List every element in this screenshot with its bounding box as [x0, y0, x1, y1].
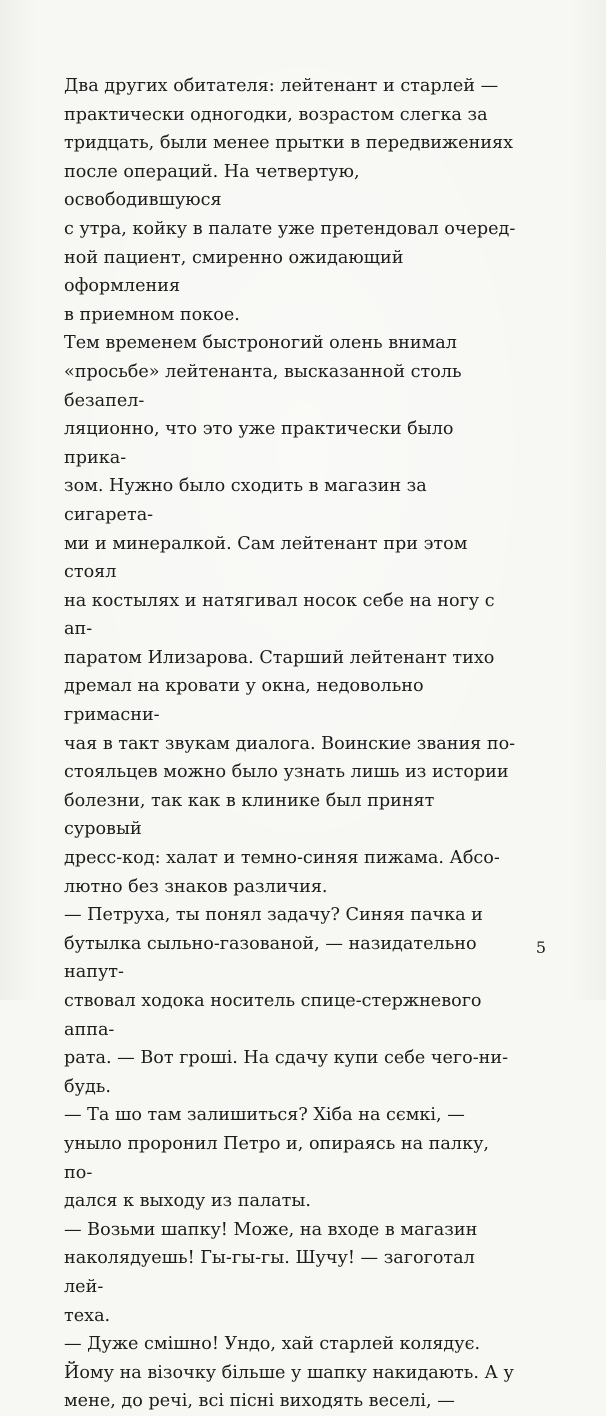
- page-number: 5: [535, 938, 546, 957]
- paragraph-4: — Та шо там залишиться? Хіба на сємкі, — уныло проронил Петро и, опираясь на палку, по- дался к выходу из палаты.: [64, 1105, 490, 1212]
- body-text: [64, 72, 516, 1416]
- paragraph-6: — Дуже смішно! Ундо, хай старлей колядує. Йому на візочку більше у шапку накидають. А у мене, до речі, всі пісні виходять веселі, —: [64, 1334, 514, 1412]
- paragraph-2: Тем временем быстроногий олень внимал «просьбе» лейтенанта, высказанной столь безапел- ляционно, что это уже практически было прика- зом. Нужно было сходить в магазин за сигарета- ми и минералкой. Сам лейтенант при этом стоял на костылях и натягивал носок себе на ногу с ап- паратом Илизарова. Старший лейтенант тихо дремал на кровати у окна, недовольно гримасни- чая в такт звукам диалога. Воинские звания по- стояльцев можно было узнать лишь из истории болезни, так как в клинике был принят суровый дресс-код: халат и темно-синяя пижама. Абсо- лютно без знаков различия.: [64, 333, 516, 897]
- paragraph-5: — Возьми шапку! Може, на входе в магазин наколядуешь! Гы-гы-гы. Шучу! — загоготал лей- теха.: [64, 1219, 478, 1326]
- paragraph-3: — Петруха, ты понял задачу? Синяя пачка и бутылка сыльно-газованой, — назидательно напут- ствовал ходока носитель спице-стержневого аппа- рата. — Вот гроші. На сдачу купи себе чего-ни- будь.: [64, 905, 509, 1097]
- paragraph-1: Два других обитателя: лейтенант и старлей — практически одногодки, возрастом слегка за тридцать, были менее прытки в передвижениях после операций. На четвертую, освободившуюся с утра, койку в палате уже претендовал очеред- ной пациент, смиренно ожидающий оформления в приемном покое.: [64, 76, 516, 325]
